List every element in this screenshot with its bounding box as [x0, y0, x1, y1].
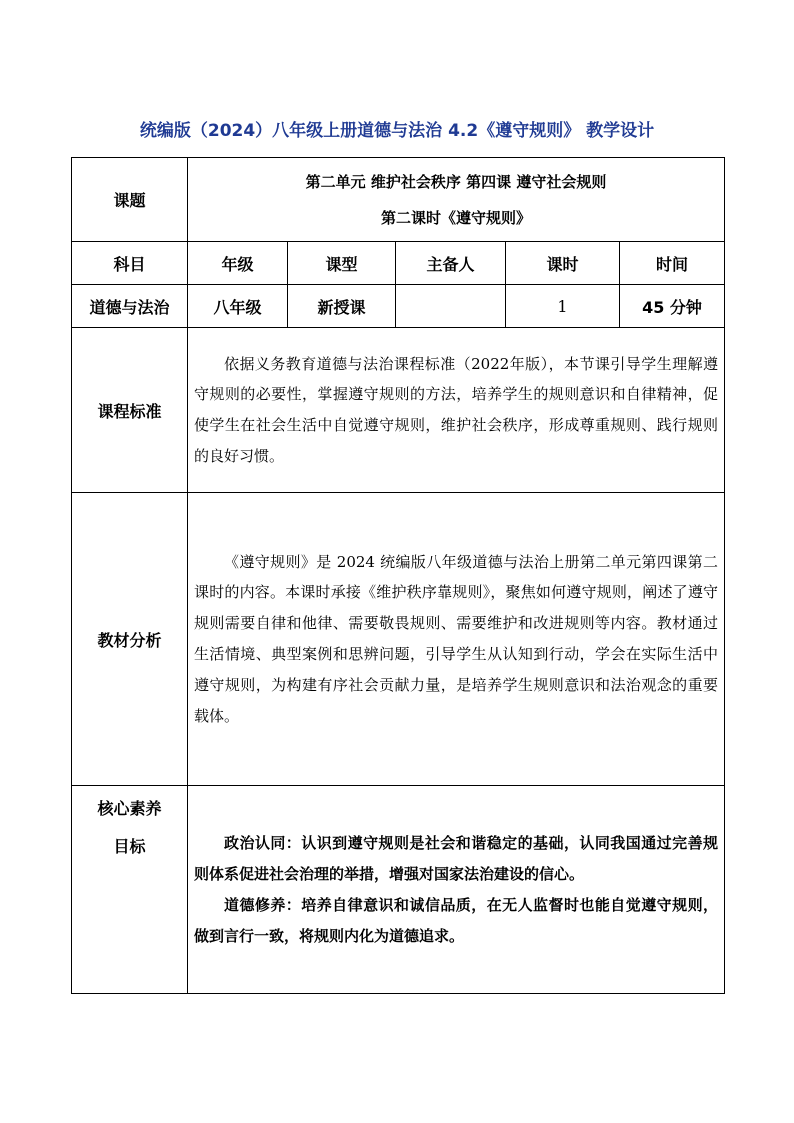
- topic-cell: [188, 158, 725, 242]
- core-politics-text: 政治认同：认识到遵守规则是社会和谐稳定的基础，认同我国通过完善规则体系促进社会治理的举措，增强对国家法治建设的信心。: [194, 833, 719, 883]
- header-time: 时间: [620, 242, 725, 285]
- topic-line-2: 第二课时《遵守规则》: [381, 208, 532, 227]
- topic-label: 课题: [72, 158, 188, 242]
- value-row: [72, 285, 725, 328]
- header-lesson-type: 课型: [288, 242, 396, 285]
- core-morality-text: 道德修养：培养自律意识和诚信品质，在无人监督时也能自觉遵守规则，做到言行一致，将规则内化为道德追求。: [194, 895, 719, 945]
- lesson-plan-table: [71, 157, 725, 994]
- header-preparer: 主备人: [396, 242, 506, 285]
- value-lesson-type: 新授课: [288, 285, 396, 328]
- value-grade: 八年级: [188, 285, 288, 328]
- analysis-label: 教材分析: [72, 493, 188, 786]
- analysis-cell: [188, 493, 725, 786]
- header-periods: 课时: [506, 242, 620, 285]
- standard-cell: [188, 328, 725, 493]
- value-time: 45 分钟: [620, 285, 725, 328]
- header-row: [72, 242, 725, 285]
- analysis-text: 《遵守规则》是 2024 统编版八年级道德与法治上册第二单元第四课第二课时的内容。本课时承接《维护秩序靠规则》，聚焦如何遵守规则，阐述了遵守规则需要自律和他律、需要敬畏规则、需要维护和改进规则等内容。教材通过生活情境、典型案例和思辨问题，引导学生从认知到行动，学会在实际生活中遵守规则，为构建有序社会贡献力量，是培养学生规则意识和法治观念的重要载体。: [194, 552, 719, 725]
- value-preparer: [396, 285, 506, 328]
- core-row: [72, 786, 725, 994]
- value-subject: 道德与法治: [72, 285, 188, 328]
- core-label: [72, 786, 188, 994]
- value-periods: 1: [506, 285, 620, 328]
- topic-line-1: 第二单元 维护社会秩序 第四课 遵守社会规则: [305, 172, 607, 191]
- document-title: 统编版（2024）八年级上册道德与法治 4.2《遵守规则》 教学设计: [139, 121, 655, 141]
- analysis-row: [72, 493, 725, 786]
- header-subject: 科目: [72, 242, 188, 285]
- standard-text: 依据义务教育道德与法治课程标准（2022年版），本节课引导学生理解遵守规则的必要性，掌握遵守规则的方法，培养学生的规则意识和自律精神，促使学生在社会生活中自觉遵守规则，维护社会秩序，形成尊重规则、践行规则的良好习惯。: [194, 354, 719, 465]
- topic-row: [72, 158, 725, 242]
- core-cell: [188, 786, 725, 994]
- standard-row: [72, 328, 725, 493]
- header-grade: 年级: [188, 242, 288, 285]
- core-label-line-1: 核心素养: [97, 799, 162, 818]
- core-label-line-2: 目标: [113, 837, 146, 856]
- standard-label: 课程标准: [72, 328, 188, 493]
